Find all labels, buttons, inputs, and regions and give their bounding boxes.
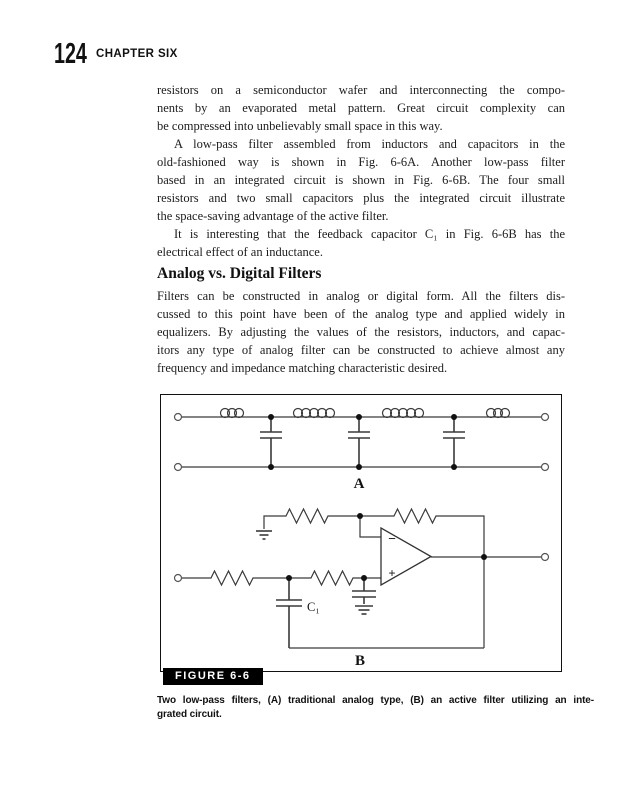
resistor-icon: [306, 571, 358, 585]
resistor-icon: [281, 509, 333, 523]
capacitor-icon: [348, 417, 370, 467]
body-text-column: [157, 81, 565, 377]
figure-caption: Two low-pass filters, (A) traditional analog type, (B) an active filter utilizing an inte- grated circuit.: [157, 695, 594, 720]
terminal-icon: [175, 464, 182, 471]
terminal-icon: [175, 414, 182, 421]
running-head: CHAPTER SIX: [96, 48, 178, 60]
figure-box: [160, 394, 562, 672]
figure-diagram: [161, 395, 561, 671]
terminal-icon: [542, 414, 549, 421]
circuit-b-label: B: [354, 653, 366, 669]
terminal-icon: [175, 575, 182, 582]
circuit-b-diagram: [175, 509, 549, 669]
paragraph: resistors on a semiconductor wafer and interconnecting the compo- nents by an evaporated metal pattern. Great circuit complexity can be compressed into unbelievably small space in this way.: [157, 83, 565, 133]
inductor-icon: [294, 409, 335, 418]
resistor-icon: [389, 509, 441, 523]
paragraph: Filters can be constructed in analog or digital form. All the filters dis- cussed to this point have been of the analog type and applied widely in equalizers. By adjusting the values of the resistors, inductors, and capac- itors any type of analog filter can be constructed to achieve almost any frequency and impedance matching characteristic desired.: [157, 289, 565, 375]
capacitor-label: C₁: [307, 600, 320, 614]
terminal-icon: [542, 464, 549, 471]
opamp-plus-sign: +: [388, 566, 396, 580]
circuit-a-label: A: [353, 476, 365, 492]
paragraph: It is interesting that the feedback capacitor C₁ in Fig. 6-6B has the electrical effect of an inductance.: [157, 227, 565, 259]
opamp-minus-sign: −: [388, 531, 396, 546]
figure-number-label: FIGURE 6-6: [163, 668, 263, 685]
circuit-a-diagram: [175, 409, 549, 493]
ground-icon: [355, 606, 373, 614]
page-number: 124: [54, 38, 87, 70]
capacitor-icon: [276, 578, 302, 648]
capacitor-icon: [260, 417, 282, 467]
wire: [264, 516, 281, 529]
inductor-icon: [383, 409, 424, 418]
section-heading: Analog vs. Digital Filters: [157, 265, 322, 282]
junction-dots: [268, 414, 457, 470]
wire: [360, 516, 381, 537]
ground-icon: [256, 531, 272, 539]
terminal-icon: [542, 554, 549, 561]
inductor-icon: [487, 409, 510, 418]
wire: [441, 516, 484, 648]
inductor-icon: [221, 409, 244, 418]
capacitor-icon: [352, 578, 376, 604]
paragraph: A low-pass filter assembled from inductors and capacitors in the old-fashioned way is shown in Fig. 6-6A. Another low-pass filter based in an integrated circuit is shown in Fig. 6-6B. The four small resistors and two small capacitors plus the integrated circuit illustrate the space-saving advantage of the active filter.: [157, 137, 565, 223]
resistor-icon: [206, 571, 258, 585]
capacitor-icon: [443, 417, 465, 467]
